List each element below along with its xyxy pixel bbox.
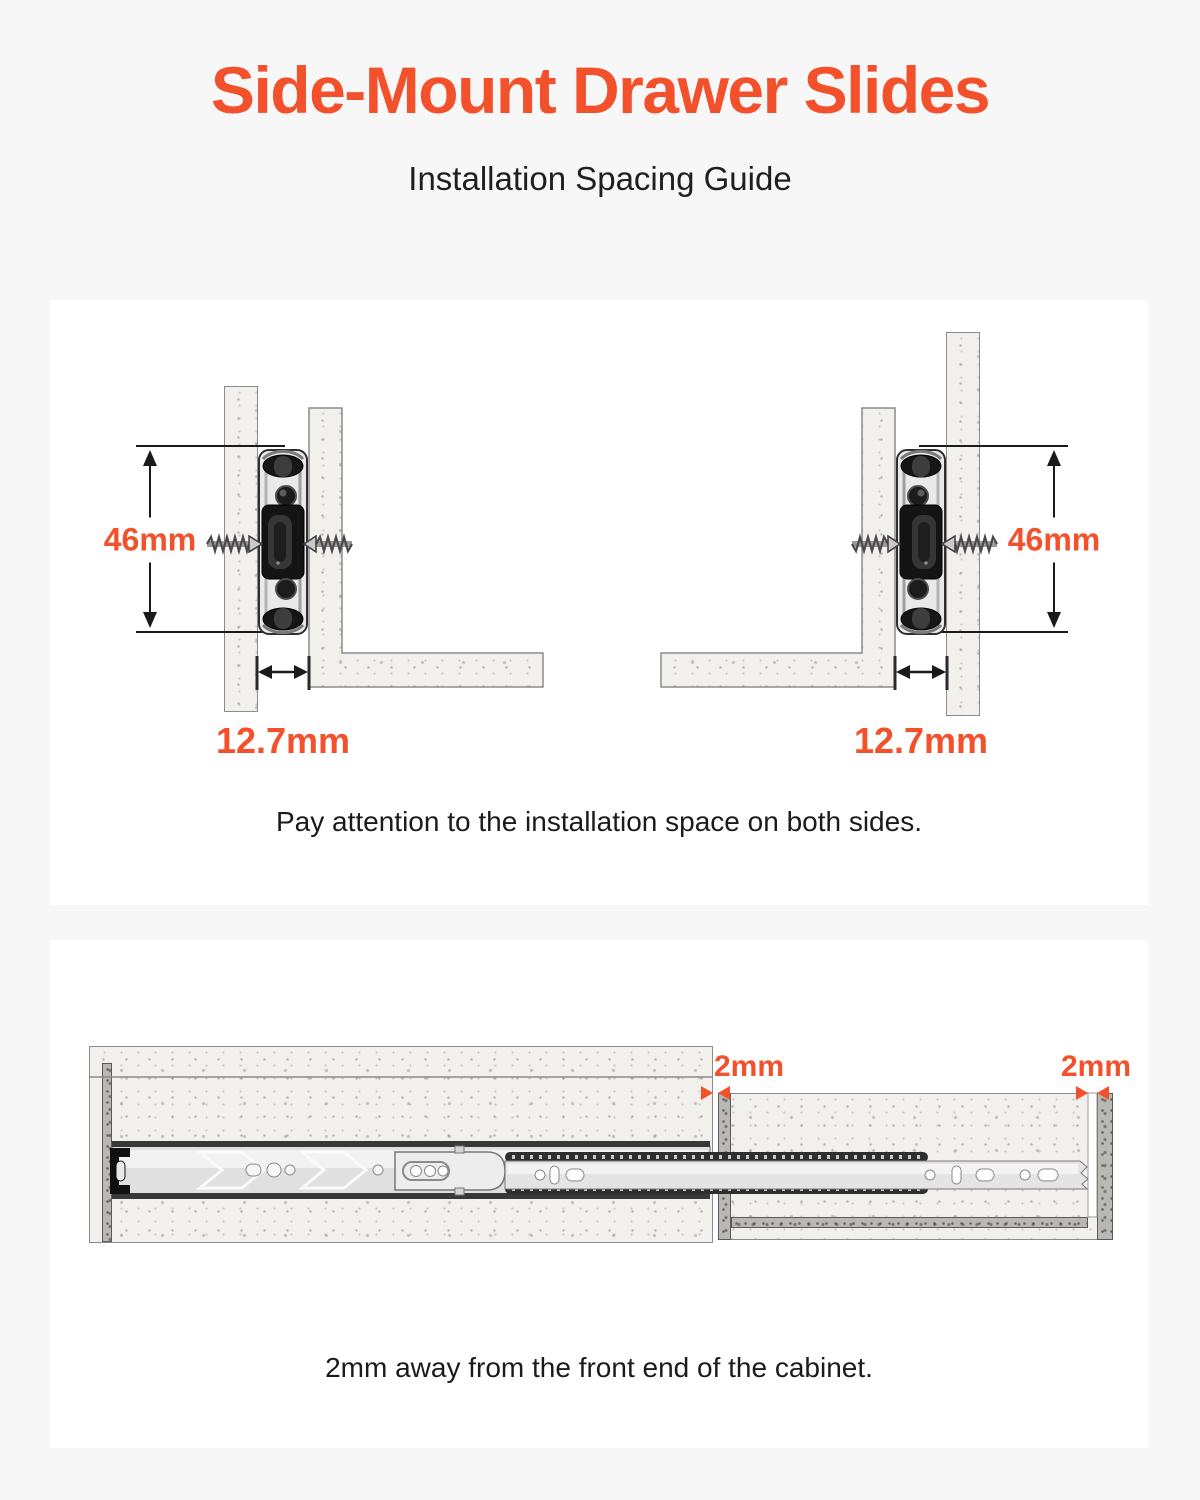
drawer-slide-cross-section [259, 450, 307, 634]
gap-dimension-label-right: 12.7mm [853, 720, 989, 761]
cross-section-right-group [852, 446, 1068, 690]
spacing-guide-card [50, 300, 1148, 905]
front-gap-card [50, 940, 1148, 1448]
mounting-screw-left [942, 536, 997, 552]
front-gap-label-right: 2mm [1060, 1050, 1132, 1083]
front-gap-space [1088, 1093, 1097, 1217]
dimension-arrow-horizontal [257, 656, 309, 690]
height-dimension-label-right: 46mm [1002, 518, 1107, 563]
drawer-board-outline-left [309, 408, 543, 687]
drawer-slide-extended [110, 1141, 1088, 1199]
mounting-screw-left [207, 536, 262, 552]
page-subtitle: Installation Spacing Guide [408, 160, 792, 197]
page-title: Side-Mount Drawer Slides [210, 53, 990, 127]
mounting-screw-right [304, 536, 352, 552]
height-dimension-label-left: 46mm [98, 518, 203, 563]
mounting-screw-right [852, 536, 900, 552]
gap-marker-cabinet-front [701, 1086, 730, 1100]
spacing-caption: Pay attention to the installation space on both sides. [276, 806, 922, 837]
drawer-board-outline-right [661, 408, 895, 687]
front-gap-label-left: 2mm [714, 1050, 785, 1083]
drawer-slide-cross-section [897, 450, 945, 634]
front-gap-caption: 2mm away from the front end of the cabinet. [325, 1352, 873, 1383]
cross-section-left-group [136, 446, 352, 690]
gap-dimension-label-left: 12.7mm [215, 720, 351, 761]
dimension-arrow-horizontal [895, 656, 947, 690]
